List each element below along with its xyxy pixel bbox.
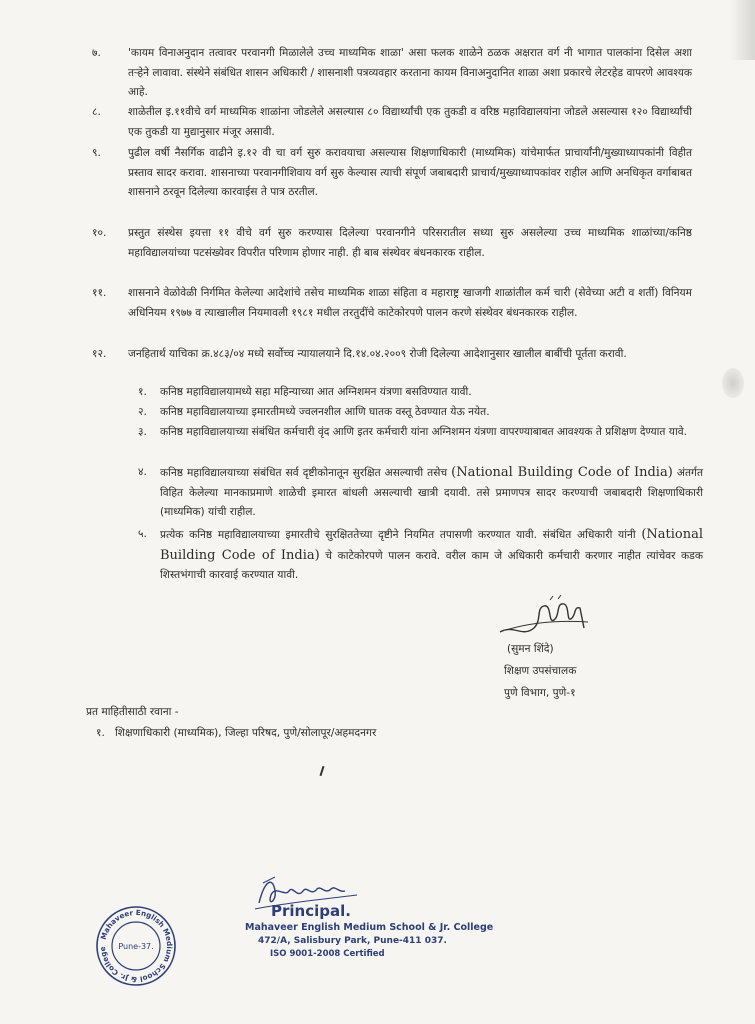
sub-clause-4 [138,463,703,523]
stamp-address: 472/A, Salisbury Park, Pune-411 037. [258,936,447,946]
clause-8 [92,103,692,142]
clause-10 [92,224,692,263]
school-seal [95,905,177,987]
sub-clause-text-part: प्रत्येक कनिष्ठ महाविद्यालयाच्या इमारतीचे सुरक्षिततेच्या दृष्टीने नियमित तपासणी करण्यात यावी. संबंधित अधिकारी यांनी [160,529,642,541]
copy-item-text: शिक्षणाधिकारी (माध्यमिक), जिल्हा परिषद, पुणे/सोलापूर/अहमदनगर [115,727,377,739]
officer-name: (सुमन शिंदे) [507,643,554,655]
code-reference: (National Building Code of India) [160,527,703,563]
clause-text: 'कायम विनाअनुदान तत्वावर परवानगी मिळालेले उच्च माध्यमिक शाळा' असा फलक शाळेने ठळक अक्षरात वर्ग नी भागात पालकांना दिसेल अशा तऱ्हेने लावावा. संस्थेने संबंधित शासन अधिकारी / शासनाशी पत्रव्यवहार करताना कायम विनाअनुदानित शाळा अशा प्रकारचे लेटरहेड वापरणे आवश्यक आहे. [128,47,692,98]
principal-title: Principal. [271,902,351,920]
sub-clause-5 [138,525,703,586]
sub-clause-text [160,463,703,523]
clause-number: ११. [92,287,107,299]
sub-clause-text: कनिष्ठ महाविद्यालयाच्या इमारतीमध्ये ज्वलनशील आणि घातक वस्तू ठेवण्यात येऊ नयेत. [160,406,490,418]
clause-text: प्रस्तुत संस्थेस इयत्ता ११ वीचे वर्ग सुरु करण्यास दिलेल्या परवानगीने परिसरातील सध्या सुरु असलेल्या उच्च माध्यमिक शाळांच्या/कनिष्ठ महाविद्यालयांच्या पटसंख्येवर विपरीत परिणाम होणार नाही. ही बाब संस्थेवर बंधनकारक राहील. [128,227,692,259]
sub-clause-1 [138,383,703,403]
sub-clause-text: कनिष्ठ महाविद्यालयाच्या संबंधित कर्मचारी वृंद आणि इतर कर्मचारी यांना अग्निशमन यंत्रणा वापरण्याबाबत आवश्यक ते प्रशिक्षण देण्यात यावे. [160,426,687,438]
clause-text: जनहितार्थ याचिका क्र.४८३/०४ मध्ये सर्वोच्च न्यायालयाने दि.१४.०४.२००९ रोजी दिलेल्या आदेशानुसार खालील बाबींची पूर्तता करावी. [128,348,627,360]
officer-designation: शिक्षण उपसंचालक [504,665,577,677]
sub-clause-text-part: कनिष्ठ महाविद्यालयाच्या संबंधित सर्व दृष्टीकोनातून सुरक्षित असल्याची तसेच [160,467,452,479]
stamp-school-name: Mahaveer English Medium School & Jr. College [245,922,494,933]
sub-clause-2 [138,403,703,423]
sub-clause-number: ४. [138,466,147,478]
clause-number: ७. [92,47,101,59]
copy-item-number: १. [96,727,105,739]
sub-clause-text: कनिष्ठ महाविद्यालयामध्ये सहा महिन्याच्या आत अग्निशमन यंत्रणा बसविण्यात यावी. [160,386,472,398]
sub-clause-number: २. [138,406,147,418]
stray-mark [320,766,325,776]
clause-number: १०. [92,227,107,239]
seal-ring-text: Mahaveer English Medium School & Jr. College [97,907,175,985]
stamp-certification: ISO 9001-2008 Certified [270,949,385,959]
seal-center-text: Pune-37. [118,942,154,951]
sub-clause-number: ३. [138,426,147,438]
officer-office: पुणे विभाग, पुणे-१ [504,687,576,699]
clause-text: पुढील वर्षी नैसर्गिक वाढीने इ.१२ वी चा वर्ग सुरु करावयाचा असल्यास शिक्षणाधिकारी (माध्यमिक) यांचेमार्फत प्राचार्यांनी/मुख्याध्यापकांनी विहीत प्रस्ताव सादर करावा. शासनाच्या परवानगीशिवाय वर्ग सुरु केल्यास त्याची संपूर्ण जबाबदारी प्राचार्य/मुख्याध्यापकांवर राहील आणि अनधिकृत वर्गाबाबत शासनाने ठरवून दिलेल्या कारवाईस ते पात्र ठरतील. [128,147,692,198]
clause-text: शासनाने वेळोवेळी निर्गमित केलेल्या आदेशांचे तसेच माध्यमिक शाळा संहिता व महाराष्ट्र खाजगी शाळांतील कर्म चारी (सेवेच्या अटी व शर्ती) विनियम अधिनियम १९७७ व त्याखालील नियमावली १९८१ मधील तरतुदींचे काटेकोरपणे पालन करणे संस्थेवर बंधनकारक राहील. [128,287,692,319]
scan-edge-shadow [730,0,755,60]
copy-item-1 [96,726,376,740]
sub-clause-text-part: अंतर्गत विहित केलेल्या मानकाप्रमाणे शाळेची इमारत बांधली असल्याची खात्री दयावी. तसे प्रमाणपत्र सादर करण्याची जबाबदारी शिक्षणाधिकारी (माध्यमिक) यांची राहील. [160,467,703,518]
clause-text: शाळेतील इ.११वीचे वर्ग माध्यमिक शाळांना जोडलेले असल्यास ८० विद्यार्थ्यांची एक तुकडी व वरिष्ठ महाविद्यालयांना जोडले असल्यास १२० विद्यार्थ्यांची एक तुकडी या मुद्यानुसार मंजूर असावी. [128,106,692,138]
clause-7 [92,44,692,103]
sub-clause-3 [138,423,703,443]
sub-clause-number: ५. [138,528,147,540]
code-reference: (National Building Code of India) [451,465,673,480]
clause-number: १२. [92,348,107,360]
clause-number: ९. [92,147,101,159]
signature-scrawl [492,594,592,644]
scan-blot [722,368,744,398]
clause-number: ८. [92,106,101,118]
sub-clause-number: १. [138,386,147,398]
copy-heading: प्रत माहितीसाठी रवाना - [86,706,179,718]
clause-9 [92,144,692,203]
clause-11 [92,284,692,323]
sub-clause-text [160,525,703,586]
clause-12 [92,345,692,365]
sub-clause-text-part: चे काटेकोरपणे पालन करावे. वरील काम जे अधिकारी कर्मचारी करणार नाहीत त्यांचेवर कडक शिस्तभंगाची कारवाई करण्यात यावी. [160,549,703,581]
